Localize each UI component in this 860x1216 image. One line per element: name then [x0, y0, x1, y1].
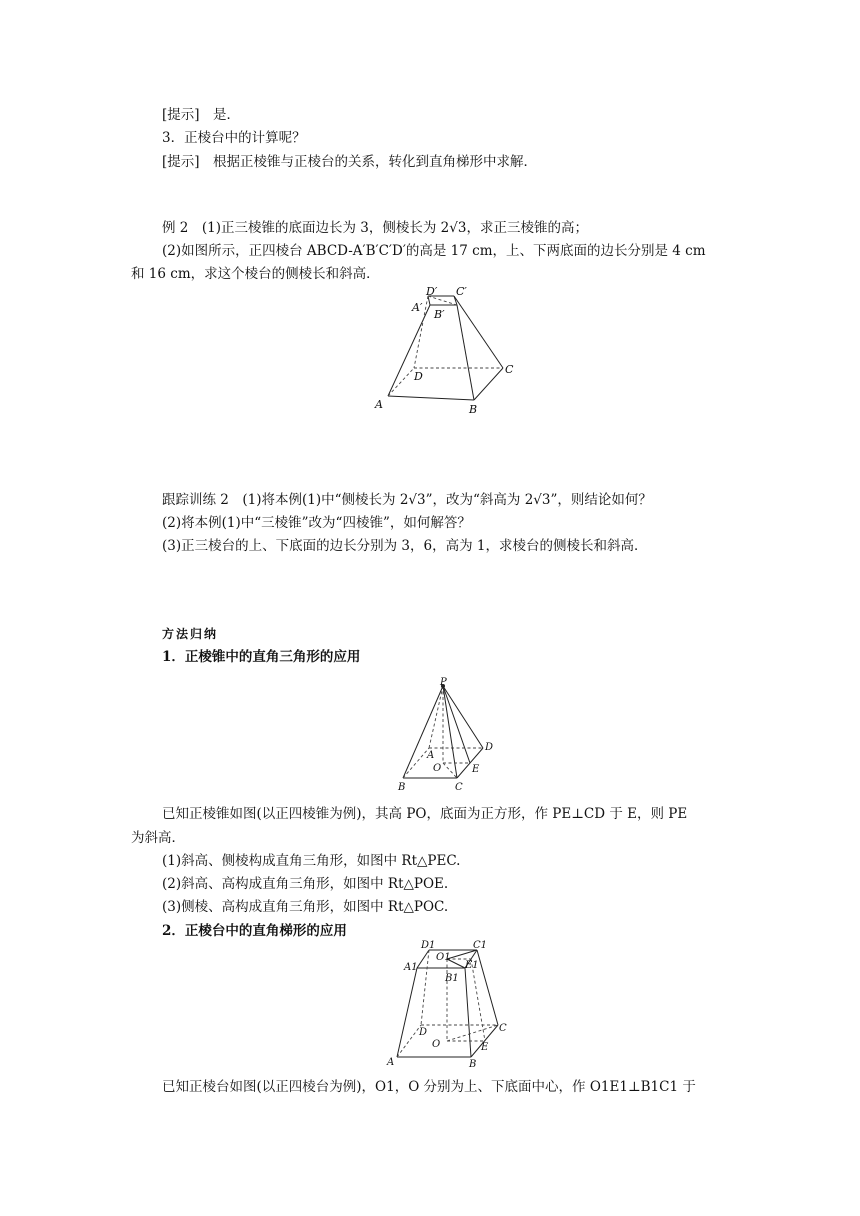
label-c: C	[499, 1023, 507, 1034]
frustum-figure-example	[370, 285, 520, 420]
label-d1: D1	[421, 940, 436, 951]
pyramid-figure	[395, 676, 505, 796]
label-a: A	[387, 1057, 395, 1068]
method-summary-heading: 方法归纳	[162, 627, 219, 641]
method-1-para-line-2: 为斜高．	[131, 830, 185, 846]
label-a: A	[427, 750, 435, 761]
label-d: D	[419, 1027, 428, 1038]
label-o: O	[432, 1039, 441, 1050]
label-b: B	[469, 403, 478, 416]
method-1-para-line-1: 已知正棱锥如图(以正四棱锥为例)，其高 PO，底面为正方形，作 PE⊥CD 于 E，则 PE	[162, 806, 688, 822]
label-c-prime: C′	[456, 285, 467, 298]
method-1-item-1: (1)斜高、侧棱构成直角三角形，如图中 Rt△PEC.	[162, 853, 461, 869]
label-o: O	[433, 763, 442, 774]
label-e1: E1	[465, 960, 479, 971]
training-2-line-3: (3)正三棱台的上、下底面的边长分别为 3，6，高为 1，求棱台的侧棱长和斜高．	[162, 538, 648, 554]
label-b: B	[469, 1059, 477, 1070]
training-2-line-2: (2)将本例(1)中“三棱锥”改为“四棱锥”，如何解答？	[162, 515, 471, 531]
method-1-title: 1．正棱锥中的直角三角形的应用	[162, 649, 361, 665]
method-1-item-2: (2)斜高、高构成直角三角形，如图中 Rt△POE.	[162, 876, 449, 892]
label-a1: A1	[404, 962, 418, 973]
label-d-prime: D′	[426, 285, 438, 298]
example-2-line-1: 例 2 (1)正三棱锥的底面边长为 3，侧棱长为 2√3，求正三棱锥的高；	[162, 220, 588, 236]
method-1-item-3: (3)侧棱、高构成直角三角形，如图中 Rt△POC.	[162, 899, 449, 915]
example-2-line-3: 和 16 cm，求这个棱台的侧棱长和斜高．	[131, 266, 380, 282]
label-o1: O1	[436, 952, 451, 963]
label-d: D	[485, 742, 494, 753]
label-b: B	[398, 782, 406, 793]
method-2-para-line-1: 已知正棱台如图(以正四棱台为例)，O1，O 分别为上、下底面中心，作 O1E1⊥B1C1 于	[162, 1079, 696, 1095]
question-3: 3．正棱台中的计算呢？	[162, 130, 306, 146]
training-2-line-1: 跟踪训练 2 (1)将本例(1)中“侧棱长为 2√3”，改为“斜高为 2√3”，则结论如何？	[162, 492, 652, 508]
label-p: P	[440, 677, 447, 688]
label-a: A	[375, 398, 383, 411]
method-2-title: 2．正棱台中的直角梯形的应用	[162, 923, 347, 939]
hint-2: [提示] 根据正棱锥与正棱台的关系，转化到直角梯形中求解．	[162, 154, 538, 170]
label-a-prime: A′	[412, 301, 423, 314]
label-c1: C1	[473, 940, 488, 951]
label-b1: B1	[445, 973, 459, 984]
frustum-figure-method	[385, 938, 515, 1068]
label-c: C	[455, 782, 463, 793]
label-e: E	[472, 764, 480, 775]
label-b-prime: B′	[434, 308, 445, 321]
label-e: E	[481, 1042, 489, 1053]
label-c: C	[505, 363, 514, 376]
example-2-line-2: (2)如图所示，正四棱台 ABCD-A′B′C′D′的高是 17 cm，上、下两底面的边长分别是 4 cm	[162, 243, 706, 259]
label-d: D	[414, 370, 423, 383]
hint-1: [提示] 是．	[162, 107, 241, 123]
